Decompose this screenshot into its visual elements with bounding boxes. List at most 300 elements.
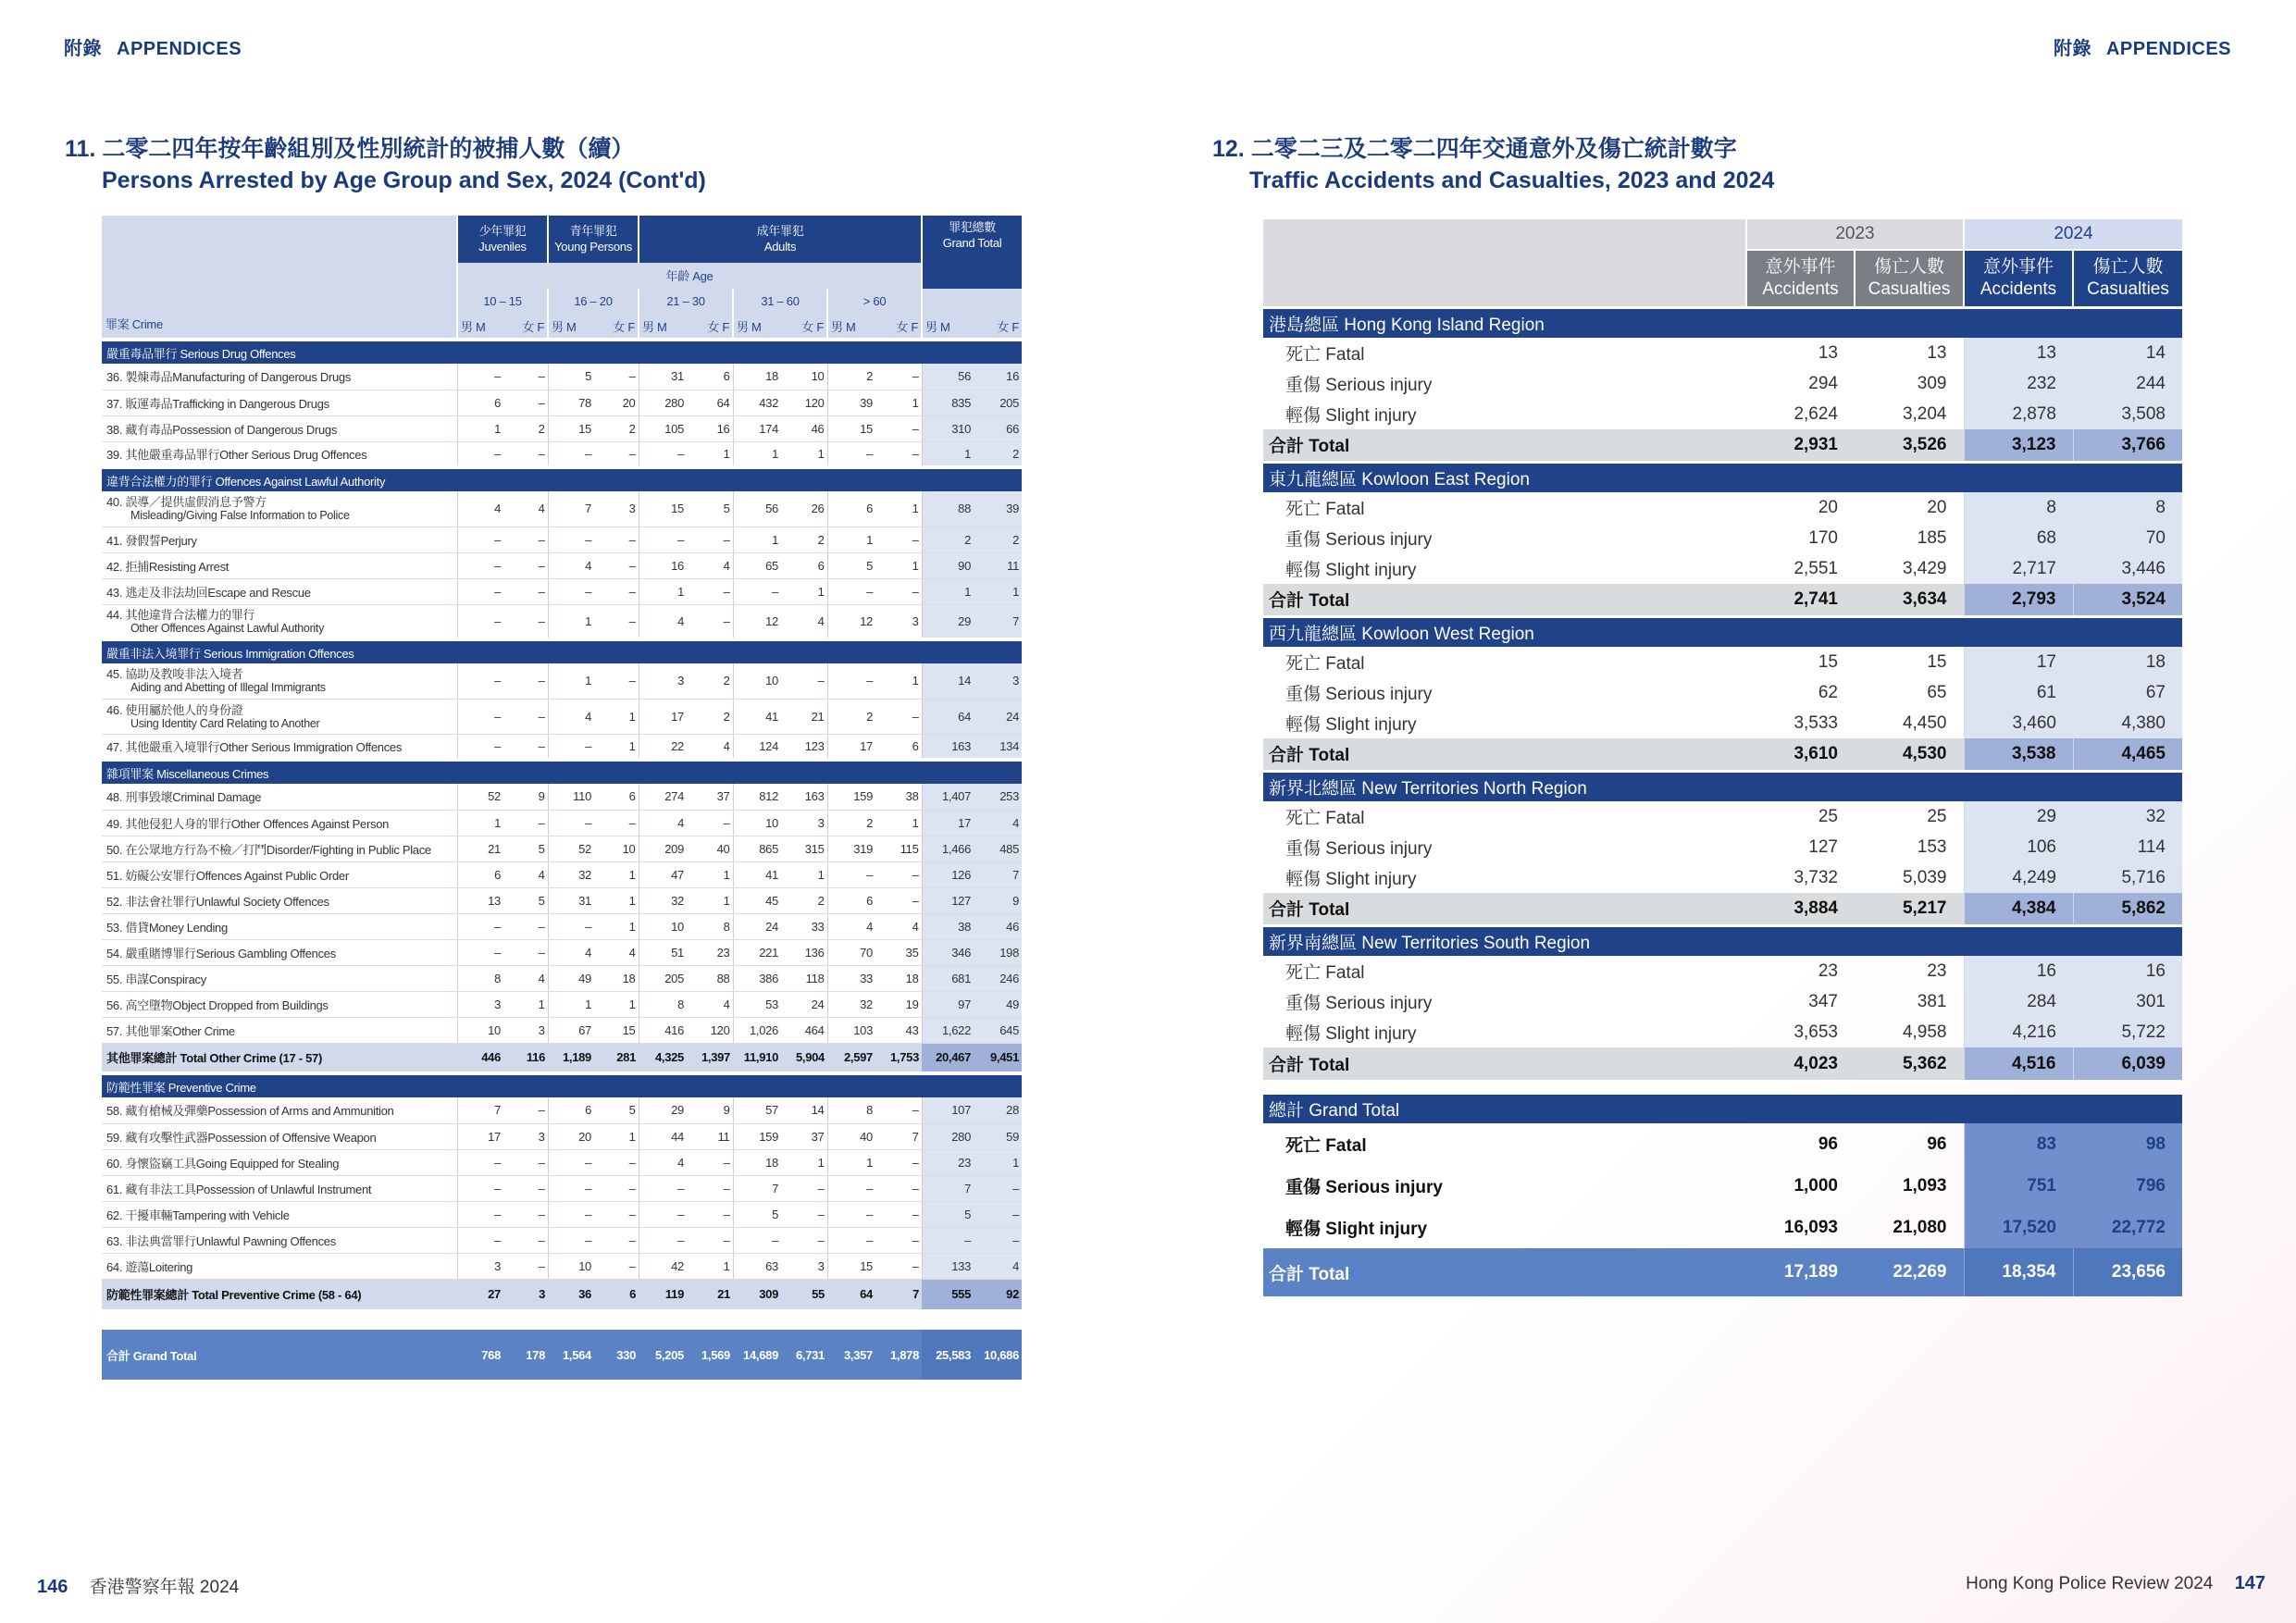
cell-value: – (457, 364, 503, 390)
grand-total-value: 25,583 (922, 1330, 974, 1380)
cell-value: – (457, 1149, 503, 1175)
cell-value: 1 (594, 861, 639, 887)
cell-value: 90 (922, 552, 974, 578)
cell-value: 38 (875, 784, 922, 810)
cell-value: 46 (781, 415, 827, 441)
cell-value: – (503, 1149, 548, 1175)
table-12-title-zh: 12. 二零二三及二零二四年交通意外及傷亡統計數字 (1212, 136, 1737, 162)
total-value: 64 (827, 1279, 875, 1309)
crime-name (102, 734, 457, 760)
region-total-value: 3,766 (2073, 429, 2182, 462)
cell-value: 10 (639, 913, 687, 939)
casualty-label: 死亡 Fatal (1285, 345, 1365, 365)
age-header: 年齡 Age (457, 263, 922, 289)
cell-value: 23 (687, 939, 733, 965)
table-row (102, 1123, 1022, 1149)
crime-name (102, 810, 457, 836)
page-number-left: 146 (37, 1577, 68, 1597)
cell-value: 6 (594, 784, 639, 810)
casualty-value: 21,080 (1893, 1217, 1947, 1237)
cell-value: – (594, 810, 639, 836)
cell-value: 1 (687, 441, 733, 467)
cell-value: 29 (639, 1097, 687, 1123)
casualty-value: 244 (2073, 368, 2182, 399)
cell-value: – (827, 1201, 875, 1227)
cell-value: 8 (827, 1097, 875, 1123)
cell-value: 16 (639, 552, 687, 578)
cell-value: 12 (733, 604, 781, 639)
male-header: 男 M (733, 314, 781, 340)
cell-value: – (687, 604, 733, 639)
grand-total-label: 合計 Grand Total (102, 1330, 457, 1380)
casualty-value: 14 (2073, 338, 2182, 368)
cell-value: – (457, 527, 503, 552)
crime-name-zh: 57. 其他罪案 (106, 1023, 173, 1038)
casualty-row (1263, 523, 2182, 553)
grand-total-value: 768 (457, 1330, 503, 1380)
cell-value: 136 (781, 939, 827, 965)
cell-value: – (457, 1227, 503, 1253)
cell-value: – (687, 1227, 733, 1253)
casualty-row (1263, 338, 2182, 368)
cell-value: 32 (639, 887, 687, 913)
header-en: APPENDICES (2105, 39, 2231, 59)
casualty-value: 5,716 (2073, 862, 2182, 893)
cell-value: – (875, 887, 922, 913)
cell-value: 39 (827, 390, 875, 415)
cell-value: 645 (974, 1017, 1022, 1043)
juveniles-header: 少年罪犯 Juveniles (457, 216, 548, 263)
total-value: 281 (594, 1043, 639, 1073)
crime-name-en: Possession of Offensive Weapon (207, 1130, 377, 1145)
cell-value: 310 (922, 415, 974, 441)
casualty-label: 輕傷 Slight injury (1285, 561, 1417, 580)
table-11-title-zh: 11. 二零二四年按年齡組別及性別統計的被捕人數（續） (65, 136, 635, 162)
cell-value: 16 (687, 415, 733, 441)
cell-value: 1 (875, 552, 922, 578)
crime-name (102, 491, 457, 527)
casualty-value: 3,460 (1964, 708, 2073, 738)
crime-name-en: Possession of Dangerous Drugs (172, 422, 338, 437)
cell-value: 1 (827, 527, 875, 552)
casualty-value: 61 (1964, 677, 2073, 708)
crime-name-en: Trafficking in Dangerous Drugs (172, 396, 329, 411)
cell-value: 4 (781, 604, 827, 639)
casualty-row (1263, 832, 2182, 862)
region-name: 新界北總區 New Territories North Region (1263, 771, 2182, 801)
section-header-row (102, 1073, 1022, 1097)
crime-name-en: Possession of Arms and Ammunition (207, 1104, 394, 1119)
cell-value: – (639, 441, 687, 467)
region-total-value: 3,524 (2073, 584, 2182, 616)
cell-value: 4 (639, 1149, 687, 1175)
crime-name-en: Unlawful Society Offences (195, 894, 329, 909)
cell-value: 63 (733, 1253, 781, 1279)
cell-value: 1 (594, 1123, 639, 1149)
crime-name (102, 991, 457, 1017)
cell-value: 38 (922, 913, 974, 939)
region-total-value: 18,354 (1964, 1248, 2073, 1296)
cell-value: – (457, 663, 503, 699)
table-row (102, 1175, 1022, 1201)
cell-value: 123 (781, 734, 827, 760)
cell-value: – (457, 939, 503, 965)
cell-value: 2 (974, 527, 1022, 552)
cell-value: 163 (781, 784, 827, 810)
table-row (102, 861, 1022, 887)
cell-value: 4 (687, 552, 733, 578)
cell-value: 1 (687, 887, 733, 913)
cell-value: 198 (974, 939, 1022, 965)
total-value: 119 (639, 1279, 687, 1309)
cell-value: 4 (548, 939, 594, 965)
cell-value: 7 (974, 861, 1022, 887)
cell-value: 432 (733, 390, 781, 415)
cell-value: – (503, 364, 548, 390)
crime-name-zh: 41. 發假誓 (106, 533, 161, 548)
casualty-label: 重傷 Serious injury (1285, 376, 1433, 395)
cell-value: – (503, 810, 548, 836)
cell-value: 812 (733, 784, 781, 810)
table-row (102, 663, 1022, 699)
cell-value: 52 (548, 836, 594, 861)
cell-value: 2 (687, 699, 733, 734)
total-value: 116 (503, 1043, 548, 1073)
cell-value: – (687, 1149, 733, 1175)
cell-value: – (687, 810, 733, 836)
adults-header: 成年罪犯 Adults (639, 216, 922, 263)
casualty-value: 29 (1964, 801, 2073, 832)
casualty-value: 70 (2073, 523, 2182, 553)
crime-name (102, 1253, 457, 1279)
table-11-title (65, 133, 706, 196)
cell-value: 11 (687, 1123, 733, 1149)
total-value: 55 (781, 1279, 827, 1309)
cell-value: 49 (974, 991, 1022, 1017)
casualty-value: 4,958 (1902, 1022, 1947, 1042)
cell-value: 43 (875, 1017, 922, 1043)
total-label: 防範性罪案總計 Total Preventive Crime (58 - 64) (102, 1279, 457, 1309)
cell-value: 12 (827, 604, 875, 639)
cell-value: 1 (457, 810, 503, 836)
age-range-header: 16 – 20 (548, 289, 639, 315)
crime-name-en: Escape and Rescue (207, 585, 311, 600)
crime-name-zh: 58. 藏有槍械及彈藥 (106, 1104, 208, 1119)
casualty-value: 232 (1964, 368, 2073, 399)
cell-value: 10 (733, 810, 781, 836)
table-12-title (1212, 133, 1774, 196)
crime-name-zh: 63. 非法典當罪行 (106, 1233, 196, 1248)
cell-value: – (594, 1201, 639, 1227)
cell-value: 1 (781, 1149, 827, 1175)
casualty-value: 4,380 (2073, 708, 2182, 738)
cell-value: – (875, 1149, 922, 1175)
cell-value: – (733, 1227, 781, 1253)
traffic-table (1263, 219, 2182, 1296)
cell-value: 18 (875, 965, 922, 991)
casualty-value: 65 (1927, 682, 1947, 702)
casualty-value: 127 (1808, 836, 1838, 857)
male-header: 男 M (639, 314, 687, 340)
crime-name-zh: 61. 藏有非法工具 (106, 1182, 196, 1196)
cell-value: 9 (974, 887, 1022, 913)
cell-value: 18 (733, 1149, 781, 1175)
young-persons-header: 青年罪犯 Young Persons (548, 216, 639, 263)
cell-value: – (875, 699, 922, 734)
male-header: 男 M (457, 314, 503, 340)
cell-value: 246 (974, 965, 1022, 991)
crime-name-en: Resisting Arrest (148, 559, 230, 574)
female-header: 女 F (687, 314, 733, 340)
casualty-row (1263, 708, 2182, 738)
region-total-value: 3,538 (1964, 738, 2073, 771)
cell-value: 280 (639, 390, 687, 415)
cell-value: 3 (594, 491, 639, 527)
cell-value: – (875, 441, 922, 467)
cell-value: – (594, 1227, 639, 1253)
cell-value: – (827, 861, 875, 887)
cell-value: – (922, 1227, 974, 1253)
cell-value: 17 (922, 810, 974, 836)
cell-value: 1 (594, 734, 639, 760)
crime-name-zh: 51. 妨礙公安罪行 (106, 868, 196, 883)
crime-name (102, 965, 457, 991)
cell-value: 1,026 (733, 1017, 781, 1043)
table-row (102, 604, 1022, 639)
cell-value: 1 (875, 491, 922, 527)
table-row (102, 527, 1022, 552)
cell-value: 5 (594, 1097, 639, 1123)
section-title: 嚴重非法入境罪行 Serious Immigration Offences (102, 639, 1022, 663)
cell-value: 4 (457, 491, 503, 527)
accidents-2023-header: 意外事件 Accidents (1746, 250, 1855, 307)
cell-value: 15 (639, 491, 687, 527)
region-header-row (1263, 307, 2182, 338)
cell-value: 8 (457, 965, 503, 991)
cell-value: 24 (781, 991, 827, 1017)
arrests-table (102, 216, 1022, 1380)
cell-value: 2 (687, 663, 733, 699)
cell-value: 49 (548, 965, 594, 991)
crime-name-zh: 39. 其他嚴重毒品罪行 (106, 447, 220, 462)
cell-value: 2 (827, 364, 875, 390)
cell-value: 7 (922, 1175, 974, 1201)
crime-name (102, 836, 457, 861)
cell-value: – (687, 1201, 733, 1227)
cell-value: – (503, 1253, 548, 1279)
cell-value: 107 (922, 1097, 974, 1123)
crime-column-header: 罪案 Crime (102, 216, 457, 340)
cell-value: 23 (922, 1149, 974, 1175)
cell-value: 10 (781, 364, 827, 390)
cell-value: 2 (503, 415, 548, 441)
cell-value: 118 (781, 965, 827, 991)
region-total-value: 2,931 (1746, 429, 1855, 462)
crime-name-zh: 53. 借貸 (106, 920, 149, 935)
cell-value: – (875, 364, 922, 390)
cell-value: 1 (827, 1149, 875, 1175)
spacer-cell (1263, 1080, 2182, 1093)
cell-value: 13 (457, 887, 503, 913)
crime-name-en: Unlawful Pawning Offences (195, 1233, 336, 1248)
region-name: 新界南總區 New Territories South Region (1263, 925, 2182, 956)
casualty-value: 13 (1927, 342, 1947, 363)
region-total-value: 4,384 (1964, 893, 2073, 925)
cell-value: – (503, 552, 548, 578)
casualty-value: 18 (2073, 647, 2182, 677)
cell-value: 26 (781, 491, 827, 527)
cell-value: – (594, 663, 639, 699)
cell-value: 11 (974, 552, 1022, 578)
cell-value: 1 (594, 887, 639, 913)
table-row (102, 415, 1022, 441)
table-row (102, 1097, 1022, 1123)
region-total-value: 4,516 (1964, 1047, 2073, 1080)
cell-value: 35 (875, 939, 922, 965)
casualty-value: 15 (1927, 651, 1947, 672)
cell-value: 110 (548, 784, 594, 810)
crime-name-zh: 45. 協助及教唆非法入境者 (106, 667, 243, 682)
total-value: 2,597 (827, 1043, 875, 1073)
cell-value: – (594, 1175, 639, 1201)
crime-name-zh: 40. 誤導／提供虛假消息予警方 (106, 495, 267, 510)
cell-value: 15 (594, 1017, 639, 1043)
cell-value: – (548, 810, 594, 836)
crime-name (102, 913, 457, 939)
cell-value: – (687, 527, 733, 552)
cell-value: 3 (457, 1253, 503, 1279)
cell-value: – (457, 699, 503, 734)
casualty-value: 2,551 (1793, 558, 1838, 578)
cell-value: 4 (594, 939, 639, 965)
cell-value: – (875, 1227, 922, 1253)
region-total-value: 23,656 (2073, 1248, 2182, 1296)
cell-value: 20 (594, 390, 639, 415)
casualty-label: 重傷 Serious injury (1285, 994, 1433, 1013)
table-row (102, 491, 1022, 527)
crime-name-en: Other Crime (172, 1023, 235, 1038)
female-header: 女 F (594, 314, 639, 340)
cell-value: – (639, 527, 687, 552)
casualty-value: 5,039 (1902, 867, 1947, 887)
table-row (102, 699, 1022, 734)
cell-value: 1,407 (922, 784, 974, 810)
casualty-value: 1,093 (1902, 1175, 1947, 1196)
casualty-value: 301 (2073, 986, 2182, 1017)
cell-value: 64 (687, 390, 733, 415)
cell-value: 10 (548, 1253, 594, 1279)
cell-value: – (974, 1227, 1022, 1253)
cell-value: 3 (457, 991, 503, 1017)
region-name: 總計 Grand Total (1263, 1093, 2182, 1123)
cell-value: 159 (827, 784, 875, 810)
cell-value: – (548, 1201, 594, 1227)
casualty-value: 4,216 (1964, 1017, 2073, 1047)
cell-value: – (827, 1227, 875, 1253)
table-12-title-en: Traffic Accidents and Casualties, 2023 and 2024 (1249, 167, 1775, 193)
casualty-value: 4,450 (1902, 712, 1947, 733)
cell-value: – (875, 415, 922, 441)
casualty-value: 3,429 (1902, 558, 1947, 578)
region-total-label: 合計 Total (1263, 893, 1746, 925)
casualty-value: 13 (1964, 338, 2073, 368)
cell-value: 29 (922, 604, 974, 639)
region-total-value: 5,862 (2073, 893, 2182, 925)
cell-value: – (974, 1201, 1022, 1227)
cell-value: – (594, 552, 639, 578)
total-value: 6 (594, 1279, 639, 1309)
crime-name (102, 1097, 457, 1123)
casualty-value: 22,772 (2073, 1207, 2182, 1248)
cell-value: 4 (548, 699, 594, 734)
cell-value: – (781, 1227, 827, 1253)
table-row (102, 965, 1022, 991)
casualty-value: 381 (1917, 991, 1947, 1011)
grand-total-value: 1,878 (875, 1330, 922, 1380)
crime-name-zh: 46. 使用屬於他人的身份證 (106, 702, 243, 717)
casualty-value: 25 (1927, 806, 1947, 826)
cell-value: 19 (875, 991, 922, 1017)
cell-value: – (503, 663, 548, 699)
header-zh: 附錄 (2053, 39, 2091, 59)
casualty-value: 17 (1964, 647, 2073, 677)
cell-value: 159 (733, 1123, 781, 1149)
page-header-left (64, 33, 242, 60)
crime-name-en: Other Serious Immigration Offences (219, 739, 403, 754)
casualty-row (1263, 1207, 2182, 1248)
cell-value: 134 (974, 734, 1022, 760)
total-value: 446 (457, 1043, 503, 1073)
crime-name-en: Money Lending (148, 920, 228, 935)
grand-total-value: 1,564 (548, 1330, 594, 1380)
crime-name-zh: 47. 其他嚴重入境罪行 (106, 739, 220, 754)
cell-value: 124 (733, 734, 781, 760)
casualty-label: 重傷 Serious injury (1285, 685, 1433, 704)
crime-name (102, 1227, 457, 1253)
cell-value: 1 (594, 991, 639, 1017)
casualty-row (1263, 553, 2182, 584)
cell-value: 3 (503, 1017, 548, 1043)
cell-value: 1 (687, 861, 733, 887)
cell-value: 4 (974, 1253, 1022, 1279)
region-total-label: 合計 Total (1263, 429, 1746, 462)
cell-value: 1,466 (922, 836, 974, 861)
cell-value: 4 (827, 913, 875, 939)
page-number-right: 147 (2234, 1573, 2265, 1593)
cell-value: 8 (639, 991, 687, 1017)
cell-value: – (503, 734, 548, 760)
cell-value: 31 (639, 364, 687, 390)
cell-value: 346 (922, 939, 974, 965)
cell-value: 1 (457, 415, 503, 441)
region-total-value: 4,530 (1855, 738, 1964, 771)
cell-value: – (457, 552, 503, 578)
region-total-row (1263, 584, 2182, 616)
cell-value: 10 (457, 1017, 503, 1043)
cell-value: – (687, 1175, 733, 1201)
spacer-row (1263, 1080, 2182, 1093)
cell-value: 1 (875, 810, 922, 836)
cell-value: 6 (827, 887, 875, 913)
region-total-value: 17,189 (1746, 1248, 1855, 1296)
table-row (102, 810, 1022, 836)
casualty-row (1263, 677, 2182, 708)
cell-value: 315 (781, 836, 827, 861)
cell-value: 3 (974, 663, 1022, 699)
cell-value: – (639, 1201, 687, 1227)
section-header-row (102, 639, 1022, 663)
cell-value: 1 (781, 861, 827, 887)
